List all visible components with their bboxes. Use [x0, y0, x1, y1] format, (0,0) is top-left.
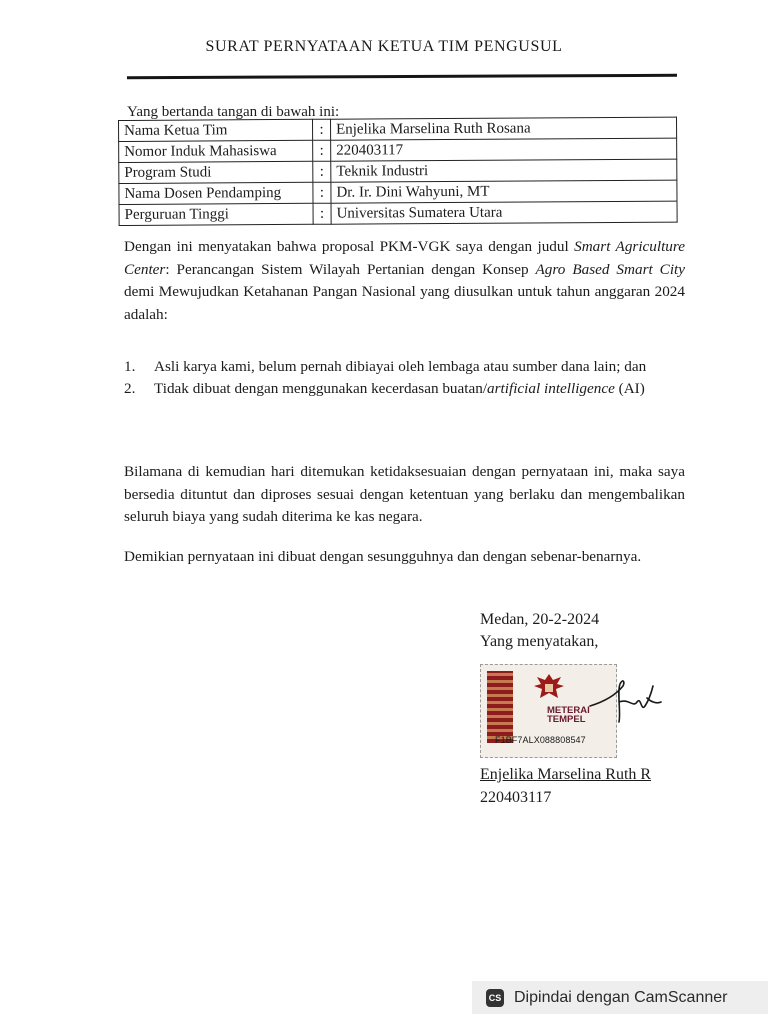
- meterai-label-line2: TEMPEL: [547, 714, 586, 725]
- identity-separator: :: [312, 119, 330, 140]
- identity-value: Dr. Ir. Dini Wahyuni, MT: [331, 180, 677, 203]
- statement-text: Asli karya kami, belum pernah dibiayai oleh lembaga atau sumber dana lain; dan: [154, 358, 647, 375]
- declaration-text-2: : Perancangan Sistem Wilayah Pertanian dengan Konsep: [165, 260, 536, 278]
- identity-value: Teknik Industri: [331, 159, 677, 182]
- camscanner-watermark: [472, 981, 768, 1014]
- table-row: [119, 201, 677, 225]
- garuda-emblem-icon: [529, 671, 569, 705]
- handwritten-signature: [585, 672, 665, 732]
- closing-paragraph: Demikian pernyataan ini dibuat dengan sesungguhnya dan dengan sebenar-benarnya.: [124, 548, 642, 565]
- identity-label: Program Studi: [119, 161, 313, 183]
- intro-text: Yang bertanda tangan di bawah ini:: [127, 104, 340, 120]
- identity-label: Perguruan Tinggi: [119, 203, 313, 225]
- place-date: Medan, 20-2-2024: [480, 611, 600, 628]
- identity-label: Nomor Induk Mahasiswa: [119, 140, 313, 162]
- identity-separator: :: [313, 161, 331, 182]
- identity-value: Enjelika Marselina Ruth Rosana: [330, 117, 676, 140]
- declaration-title-italic-2: Agro Based Smart City: [535, 260, 685, 278]
- list-number: 2.: [124, 380, 136, 397]
- statement-tail: (AI): [614, 380, 645, 397]
- list-item: [124, 378, 687, 400]
- document-title: SURAT PERNYATAAN KETUA TIM PENGUSUL: [205, 38, 563, 55]
- signer-name: Enjelika Marselina Ruth R: [480, 766, 652, 783]
- statement-list: [124, 356, 687, 400]
- identity-separator: :: [313, 182, 331, 203]
- statement-italic: artificial intelligence: [487, 380, 615, 397]
- declaration-text-3: demi Mewujudkan Ketahanan Pangan Nasional yang diusulkan untuk tahun anggaran 2024 adalah:: [124, 283, 685, 323]
- watermark-text: Dipindai dengan CamScanner: [514, 988, 728, 1006]
- identity-separator: :: [313, 140, 331, 161]
- title-divider: [127, 74, 677, 79]
- identity-label: Nama Dosen Pendamping: [119, 182, 313, 204]
- declaration-text-1: Dengan ini menyatakan bahwa proposal PKM-VGK saya dengan judul: [124, 238, 575, 255]
- identity-value: Universitas Sumatera Utara: [331, 201, 677, 224]
- meterai-label: [547, 706, 590, 724]
- list-item: [124, 356, 687, 378]
- declaration-paragraph: [124, 236, 685, 326]
- identity-table: [118, 117, 678, 226]
- identity-value: 220403117: [331, 138, 677, 161]
- meterai-label-line1: METERAI: [547, 705, 590, 716]
- stated-by: Yang menyatakan,: [480, 633, 599, 650]
- identity-separator: :: [313, 203, 331, 224]
- liability-paragraph: Bilamana di kemudian hari ditemukan ketidaksesuaian dengan pernyataan ini, maka saya bersedia dituntut dan diproses sesuai dengan ketentuan yang berlaku dan mengembalikan seluruh biaya yang sudah diterima ke kas negara.: [124, 463, 685, 525]
- camscanner-icon: CS: [486, 989, 504, 1007]
- statement-text: Tidak dibuat dengan menggunakan kecerdasan buatan/: [154, 380, 488, 397]
- meterai-serial: F1BF7ALX088808547: [495, 735, 586, 745]
- meterai-denomination-band: [487, 671, 513, 743]
- signature-block: [480, 609, 599, 653]
- declaration-title-italic-1: Smart Agriculture Center: [124, 238, 685, 278]
- identity-label: Nama Ketua Tim: [119, 119, 313, 141]
- list-number: 1.: [124, 358, 136, 375]
- signer-nim: 220403117: [480, 789, 552, 806]
